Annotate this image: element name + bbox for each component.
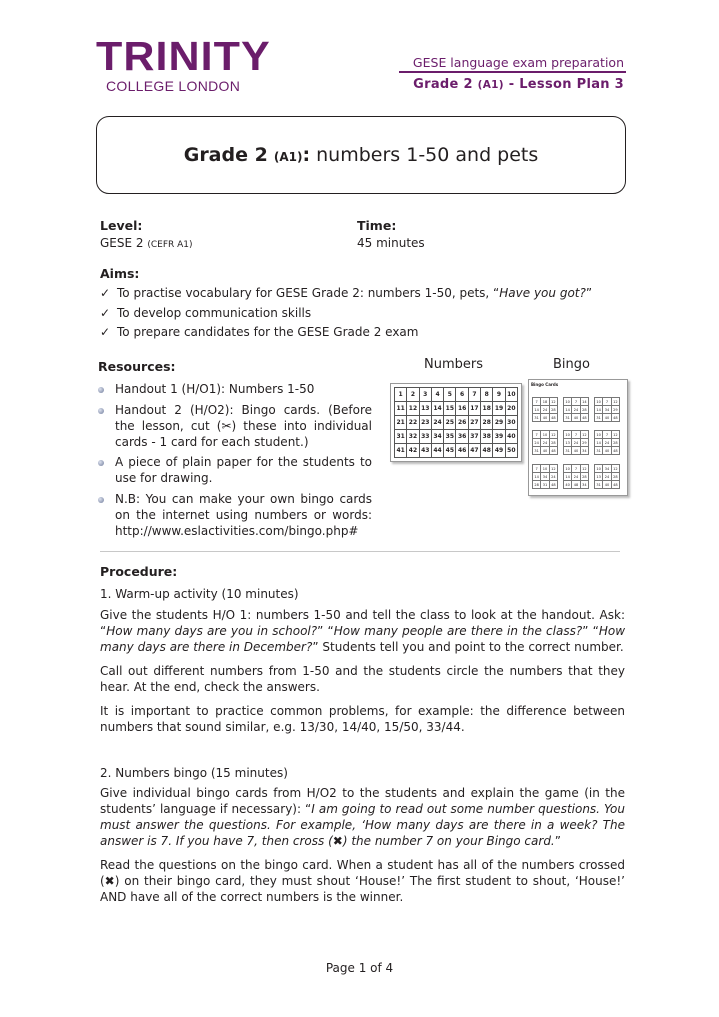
resource-item: N.B: You can make your own bingo cards on the internet using numbers or words: http://www.eslactivities.com/bingo.php# bbox=[98, 491, 372, 539]
bingo-cell: 7 bbox=[533, 465, 541, 473]
bullet-icon bbox=[98, 387, 104, 393]
bingo-cell: 10 bbox=[542, 432, 548, 437]
time-value: 45 minutes bbox=[357, 236, 425, 250]
grid-cell: 31 bbox=[395, 430, 407, 444]
grid-cell: 17 bbox=[468, 402, 480, 416]
bingo-caption: Bingo bbox=[553, 357, 590, 372]
grid-cell: 14 bbox=[431, 402, 443, 416]
grid-cell: 40 bbox=[505, 430, 517, 444]
trinity-logo-subtitle: COLLEGE LONDON bbox=[106, 78, 241, 94]
grid-cell: 2 bbox=[407, 388, 419, 402]
bingo-cell: 10 bbox=[565, 466, 570, 471]
bingo-cell: 14 bbox=[534, 407, 539, 412]
bingo-cell: 28 bbox=[582, 474, 587, 479]
grid-cell: 18 bbox=[481, 402, 493, 416]
bingo-cell: 7 bbox=[533, 398, 541, 406]
bingo-cell: 10 bbox=[565, 399, 570, 404]
bingo-cell: 40 bbox=[573, 448, 579, 453]
bingo-cell: 40 bbox=[604, 448, 610, 453]
grid-row bbox=[395, 416, 518, 430]
grid-cell: 20 bbox=[505, 402, 517, 416]
grid-row bbox=[395, 430, 518, 444]
bingo-card bbox=[532, 464, 558, 489]
bingo-cell: 14 bbox=[534, 474, 539, 479]
bingo-cell: 12 bbox=[551, 432, 556, 437]
grid-cell: 37 bbox=[468, 430, 480, 444]
bingo-cell: 31 bbox=[565, 415, 570, 420]
grid-cell: 19 bbox=[493, 402, 505, 416]
time-label: Time: bbox=[357, 218, 397, 233]
section-2-paragraph-1: Give individual bingo cards from H/O2 to the students and explain the game (in the students’ language if necessary): “I am going to read out some number questions. You must answer the questions. For example, ‘How many days are there in a week? The answer is 7. If you have 7, then cross (✖) the number 7 on your Bingo card.” bbox=[100, 786, 625, 848]
bingo-cell: 7 bbox=[603, 431, 611, 439]
grid-cell: 9 bbox=[493, 388, 505, 402]
grid-cell: 32 bbox=[407, 430, 419, 444]
grid-cell: 8 bbox=[481, 388, 493, 402]
bingo-cell: 10 bbox=[565, 432, 570, 437]
bingo-cell: 14 bbox=[596, 407, 601, 412]
grid-cell: 34 bbox=[431, 430, 443, 444]
bingo-card bbox=[532, 397, 558, 422]
grid-cell: 5 bbox=[444, 388, 456, 402]
grid-cell: 7 bbox=[468, 388, 480, 402]
bingo-cell: 14 bbox=[582, 399, 587, 404]
page-number: Page 1 of 4 bbox=[325, 961, 394, 975]
grid-cell: 33 bbox=[419, 430, 431, 444]
bingo-cell: 31 bbox=[596, 448, 601, 453]
grid-cell: 25 bbox=[444, 416, 456, 430]
header-lesson-label: Grade 2 (A1) - Lesson Plan 3 bbox=[413, 77, 624, 92]
aim-item: ✓ To practise vocabulary for GESE Grade 2: numbers 1-50, pets, “Have you got?” bbox=[100, 284, 592, 304]
bingo-cell: 48 bbox=[582, 415, 587, 420]
bingo-cell: 34 bbox=[604, 407, 610, 412]
bingo-cell: 18 bbox=[542, 399, 548, 404]
grid-cell: 44 bbox=[431, 444, 443, 458]
resources-label: Resources: bbox=[98, 359, 176, 374]
grid-cell: 47 bbox=[468, 444, 480, 458]
bingo-cell: 31 bbox=[596, 415, 601, 420]
aim-item: ✓ To prepare candidates for the GESE Grade 2 exam bbox=[100, 323, 592, 343]
level-value: GESE 2 (CEFR A1) bbox=[100, 236, 193, 250]
bingo-cell: 7 bbox=[572, 398, 580, 406]
bingo-cell: 24 bbox=[604, 474, 610, 479]
bingo-cell: 31 bbox=[596, 482, 601, 487]
bingo-cell: 34 bbox=[542, 474, 548, 479]
bingo-cell: 48 bbox=[573, 482, 579, 487]
resource-item: A piece of plain paper for the students to use for drawing. bbox=[98, 454, 372, 486]
bingo-card bbox=[563, 397, 589, 422]
numbers-handout-thumbnail bbox=[390, 383, 522, 462]
page-title: Grade 2 (A1): numbers 1-50 and pets bbox=[183, 144, 539, 166]
aims-list bbox=[100, 284, 592, 343]
bingo-cell: 40 bbox=[565, 482, 570, 487]
bingo-cell: 40 bbox=[542, 448, 548, 453]
procedure-label: Procedure: bbox=[100, 564, 178, 579]
grid-cell: 26 bbox=[456, 416, 468, 430]
grid-cell: 27 bbox=[468, 416, 480, 430]
grid-cell: 16 bbox=[456, 402, 468, 416]
section-1-title: 1. Warm-up activity (10 minutes) bbox=[100, 587, 299, 601]
grid-cell: 10 bbox=[505, 388, 517, 402]
bingo-cell: 10 bbox=[596, 466, 601, 471]
grid-cell: 22 bbox=[407, 416, 419, 430]
grid-cell: 45 bbox=[444, 444, 456, 458]
bingo-cell: 29 bbox=[582, 440, 587, 445]
section-1-paragraph-1: Give the students H/O 1: numbers 1-50 and tell the class to look at the handout. Ask: “How many days are you in school?” “How many people are there in the class?” “How many days are there in December?” Students tell you and point to the correct number. bbox=[100, 608, 626, 654]
bingo-cell: 12 bbox=[613, 432, 618, 437]
bingo-cell: 31 bbox=[542, 482, 548, 487]
bingo-cell: 14 bbox=[565, 474, 570, 479]
grid-row bbox=[395, 444, 518, 458]
bingo-cell: 24 bbox=[534, 440, 539, 445]
bingo-card bbox=[594, 397, 620, 422]
resources-list bbox=[98, 381, 372, 543]
grid-cell: 6 bbox=[456, 388, 468, 402]
grid-cell: 11 bbox=[395, 402, 407, 416]
bingo-cell: 12 bbox=[551, 399, 556, 404]
bingo-cell: 48 bbox=[551, 482, 556, 487]
resource-item: Handout 1 (H/O1): Numbers 1-50 bbox=[98, 381, 372, 397]
section-divider bbox=[100, 551, 620, 552]
grid-cell: 12 bbox=[407, 402, 419, 416]
bingo-card bbox=[594, 430, 620, 455]
bingo-cell: 24 bbox=[551, 474, 556, 479]
bingo-cell: 7 bbox=[572, 431, 580, 439]
bingo-card bbox=[563, 464, 589, 489]
grid-cell: 48 bbox=[481, 444, 493, 458]
grid-cell: 36 bbox=[456, 430, 468, 444]
bingo-cell: 12 bbox=[551, 466, 556, 471]
trinity-logo: TRINITY bbox=[96, 33, 271, 79]
level-label: Level: bbox=[100, 218, 143, 233]
grid-cell: 49 bbox=[493, 444, 505, 458]
bullet-icon bbox=[98, 497, 104, 503]
grid-cell: 23 bbox=[419, 416, 431, 430]
bingo-cell: 31 bbox=[534, 415, 539, 420]
bingo-cell: 24 bbox=[573, 474, 579, 479]
bingo-cell: 12 bbox=[613, 399, 618, 404]
bullet-icon bbox=[98, 408, 104, 414]
bingo-cell: 7 bbox=[603, 398, 611, 406]
bingo-cell: 28 bbox=[534, 482, 539, 487]
grid-row bbox=[395, 388, 518, 402]
grid-cell: 39 bbox=[493, 430, 505, 444]
header-subtitle: GESE language exam preparation bbox=[412, 55, 624, 70]
bingo-cell: 40 bbox=[573, 415, 579, 420]
bingo-cell: 29 bbox=[613, 407, 618, 412]
bingo-cell: 28 bbox=[613, 440, 618, 445]
bingo-card bbox=[594, 464, 620, 489]
check-icon: ✓ bbox=[100, 286, 111, 300]
bingo-card bbox=[532, 430, 558, 455]
bingo-cell: 12 bbox=[613, 466, 618, 471]
grid-cell: 15 bbox=[444, 402, 456, 416]
bingo-cell: 24 bbox=[573, 440, 579, 445]
aim-item: ✓ To develop communication skills bbox=[100, 304, 592, 324]
grid-cell: 4 bbox=[431, 388, 443, 402]
bingo-cell: 40 bbox=[604, 482, 610, 487]
grid-cell: 21 bbox=[395, 416, 407, 430]
bingo-cell: 12 bbox=[582, 432, 587, 437]
bingo-cell: 13 bbox=[565, 440, 570, 445]
bingo-cell: 34 bbox=[604, 466, 610, 471]
grid-cell: 43 bbox=[419, 444, 431, 458]
bingo-cell: 13 bbox=[596, 474, 601, 479]
grid-cell: 1 bbox=[395, 388, 407, 402]
bingo-cell: 31 bbox=[534, 448, 539, 453]
grid-row bbox=[395, 402, 518, 416]
section-1-paragraph-2: Call out different numbers from 1-50 and the students circle the numbers that they hear. At the end, check the answers. bbox=[100, 664, 625, 694]
bingo-cell: 40 bbox=[542, 415, 548, 420]
bingo-cell: 10 bbox=[596, 432, 601, 437]
bingo-cell: 28 bbox=[551, 440, 556, 445]
grid-cell: 42 bbox=[407, 444, 419, 458]
grid-cell: 29 bbox=[493, 416, 505, 430]
bingo-cell: 14 bbox=[596, 440, 601, 445]
header-rule bbox=[399, 71, 626, 73]
bingo-cell: 10 bbox=[596, 399, 601, 404]
bullet-icon bbox=[98, 460, 104, 466]
bingo-cell: 48 bbox=[613, 482, 618, 487]
bingo-cell: 7 bbox=[572, 465, 580, 473]
bingo-cell: 31 bbox=[565, 448, 570, 453]
check-icon: ✓ bbox=[100, 305, 111, 320]
check-icon: ✓ bbox=[100, 325, 111, 339]
section-1-paragraph-3: It is important to practice common problems, for example: the difference between numbers that sound similar, e.g. 13/30, 14/40, 15/50, 33/44. bbox=[100, 704, 625, 734]
bingo-cell: 10 bbox=[542, 466, 548, 471]
numbers-caption: Numbers bbox=[424, 357, 483, 372]
grid-cell: 50 bbox=[505, 444, 517, 458]
bingo-cell: 24 bbox=[542, 407, 548, 412]
grid-cell: 38 bbox=[481, 430, 493, 444]
bingo-card bbox=[563, 430, 589, 455]
grid-cell: 46 bbox=[456, 444, 468, 458]
aims-label: Aims: bbox=[100, 266, 140, 281]
bingo-cell: 40 bbox=[604, 415, 610, 420]
bingo-cell: 48 bbox=[551, 448, 556, 453]
grid-cell: 28 bbox=[481, 416, 493, 430]
bingo-cell: 28 bbox=[613, 474, 618, 479]
bingo-cell: 48 bbox=[613, 415, 618, 420]
bingo-cell: 12 bbox=[582, 466, 587, 471]
bingo-cards-title: Bingo Cards bbox=[531, 382, 559, 387]
numbers-grid bbox=[394, 387, 518, 458]
grid-cell: 30 bbox=[505, 416, 517, 430]
resource-item: Handout 2 (H/O2): Bingo cards. (Before the lesson, cut (✂) these into individual cards - 1 card for each student.) bbox=[98, 402, 372, 450]
bingo-cell: 24 bbox=[542, 440, 548, 445]
bingo-cell: 28 bbox=[551, 407, 556, 412]
section-2-title: 2. Numbers bingo (15 minutes) bbox=[100, 766, 288, 780]
bingo-cell: 28 bbox=[582, 407, 587, 412]
bingo-cell: 14 bbox=[565, 407, 570, 412]
bingo-cell: 34 bbox=[582, 448, 587, 453]
grid-cell: 13 bbox=[419, 402, 431, 416]
grid-cell: 24 bbox=[431, 416, 443, 430]
bingo-cell: 48 bbox=[551, 415, 556, 420]
title-box bbox=[96, 116, 626, 194]
grid-cell: 3 bbox=[419, 388, 431, 402]
section-2-paragraph-2: Read the questions on the bingo card. When a student has all of the numbers crossed (✖) on their bingo card, they must shout ‘House!’ The first student to shout, ‘House!’ AND have all of the correct numbers is the winner. bbox=[100, 858, 625, 904]
bingo-cell: 24 bbox=[604, 440, 610, 445]
bingo-cell: 24 bbox=[573, 407, 579, 412]
grid-cell: 35 bbox=[444, 430, 456, 444]
bingo-cell: 48 bbox=[613, 448, 618, 453]
bingo-cell: 34 bbox=[582, 482, 587, 487]
bingo-cards-thumbnail bbox=[528, 379, 628, 496]
grid-cell: 41 bbox=[395, 444, 407, 458]
bingo-cell: 7 bbox=[533, 431, 541, 439]
